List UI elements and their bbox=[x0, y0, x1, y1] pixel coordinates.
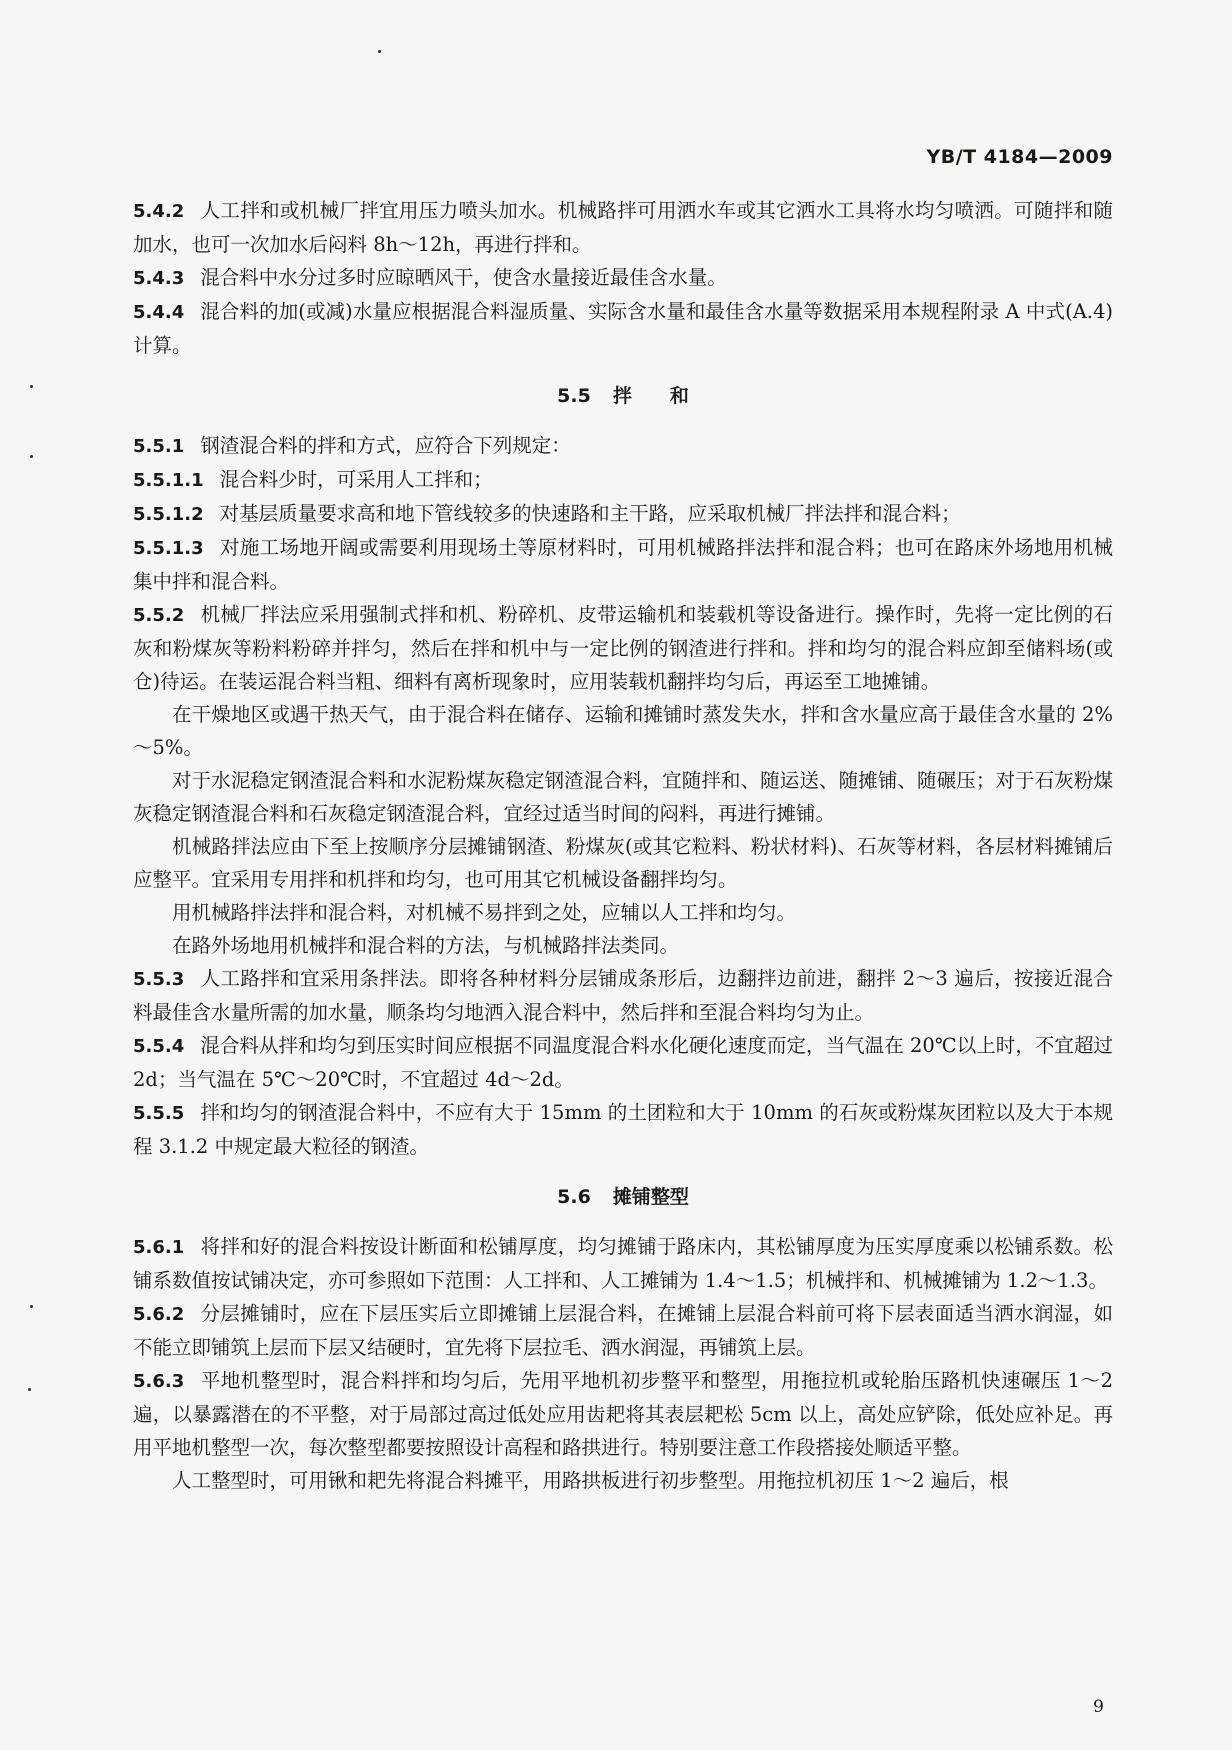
clause bbox=[133, 497, 1113, 531]
paragraph: 在路外场地用机械拌和混合料的方法，与机械路拌法类同。 bbox=[172, 934, 680, 957]
document-body bbox=[133, 194, 1113, 1497]
paragraph: 机械路拌法应由下至上按顺序分层摊铺钢渣、粉煤灰(或其它粒料、粉状材料)、石灰等材料，各层材料摊铺后应整平。宜采用专用拌和机拌和均匀，也可用其它机械设备翻拌均匀。 bbox=[133, 835, 1113, 891]
clause-number: 5.4.4 bbox=[133, 302, 185, 323]
clause-text: 分层摊铺时，应在下层压实后立即摊铺上层混合料，在摊铺上层混合料前可将下层表面适当洒水润湿，如不能立即铺筑上层而下层又结硬时，宜先将下层拉毛、洒水润湿，再铺筑上层。 bbox=[133, 1302, 1113, 1359]
paragraph: 人工整型时，可用锹和耙先将混合料摊平，用路拱板进行初步整型。用拖拉机初压 1～2 遍后，根 bbox=[172, 1469, 1009, 1492]
clause-text: 钢渣混合料的拌和方式，应符合下列规定： bbox=[200, 434, 571, 457]
clause bbox=[133, 1230, 1113, 1297]
clause-number: 5.5.5 bbox=[133, 1103, 185, 1124]
clause-number: 5.5.2 bbox=[133, 605, 185, 626]
clause bbox=[133, 531, 1113, 598]
clause-text: 混合料中水分过多时应晾晒风干，使含水量接近最佳含水量。 bbox=[200, 266, 727, 289]
clause-number: 5.4.2 bbox=[133, 201, 185, 222]
section-number: 5.5 bbox=[557, 385, 591, 407]
paragraph: 用机械路拌法拌和混合料，对机械不易拌到之处，应辅以人工拌和均匀。 bbox=[172, 901, 797, 924]
page-number: 9 bbox=[1093, 1697, 1104, 1717]
clause-text: 对施工场地开阔或需要利用现场土等原材料时，可用机械路拌法拌和混合料；也可在路床外场地用机械集中拌和混合料。 bbox=[133, 536, 1113, 593]
section-number: 5.6 bbox=[557, 1186, 591, 1208]
clause bbox=[133, 194, 1113, 261]
clause bbox=[133, 1029, 1113, 1096]
clause bbox=[133, 295, 1113, 362]
clause-number: 5.5.1.2 bbox=[133, 504, 204, 525]
clause bbox=[133, 429, 1113, 463]
clause bbox=[133, 463, 1113, 497]
clause-text: 人工路拌和宜采用条拌法。即将各种材料分层铺成条形后，边翻拌边前进，翻拌 2～3 遍后，按接近混合料最佳含水量所需的加水量，顺条均匀地洒入混合料中，然后拌和至混合料均匀为止。 bbox=[133, 967, 1113, 1024]
clause-number: 5.5.3 bbox=[133, 969, 185, 990]
clause-text: 对基层质量要求高和地下管线较多的快速路和主干路，应采取机械厂拌法拌和混合料； bbox=[219, 502, 961, 525]
clause-number: 5.6.2 bbox=[133, 1304, 185, 1325]
clause-text: 平地机整型时，混合料拌和均匀后，先用平地机初步整平和整型，用拖拉机或轮胎压路机快速碾压 1～2 遍，以暴露潜在的不平整，对于局部过高过低处应用齿耙将其表层耙松 5cm 以上，高处应铲除，低处应补足。再用平地机整型一次，每次整型都要按照设计高程和路拱进行。特别要注意工作段搭接处顺适平整。 bbox=[133, 1369, 1113, 1459]
clause-number: 5.5.1.1 bbox=[133, 470, 204, 491]
clause-number: 5.5.4 bbox=[133, 1036, 185, 1057]
paragraph: 对于水泥稳定钢渣混合料和水泥粉煤灰稳定钢渣混合料，宜随拌和、随运送、随摊铺、随碾压；对于石灰粉煤灰稳定钢渣混合料和石灰稳定钢渣混合料，宜经过适当时间的闷料，再进行摊铺。 bbox=[133, 769, 1113, 825]
clause bbox=[133, 962, 1113, 1029]
clause-number: 5.5.1 bbox=[133, 436, 185, 457]
clause bbox=[133, 1297, 1113, 1364]
scan-speck bbox=[378, 50, 381, 53]
clause-text: 机械厂拌法应采用强制式拌和机、粉碎机、皮带运输机和装载机等设备进行。操作时，先将一定比例的石灰和粉煤灰等粉料粉碎并拌匀，然后在拌和机中与一定比例的钢渣进行拌和。拌和均匀的混合料应卸至储料场(或仓)待运。在装运混合料当粗、细料有离析现象时，应用装载机翻拌均匀后，再运至工地摊铺。 bbox=[133, 603, 1113, 693]
section-heading bbox=[133, 380, 1113, 413]
clause-number: 5.6.1 bbox=[133, 1237, 185, 1258]
scan-speck bbox=[28, 1388, 31, 1391]
clause-text: 混合料的加(或减)水量应根据混合料湿质量、实际含水量和最佳含水量等数据采用本规程附录 A 中式(A.4)计算。 bbox=[133, 300, 1113, 357]
section-title: 拌 和 bbox=[612, 385, 689, 407]
clause-number: 5.4.3 bbox=[133, 268, 185, 289]
section-heading bbox=[133, 1181, 1113, 1214]
scan-speck bbox=[30, 385, 33, 388]
clause-number: 5.6.3 bbox=[133, 1371, 185, 1392]
clause bbox=[133, 261, 1113, 295]
clause-text: 混合料从拌和均匀到压实时间应根据不同温度混合料水化硬化速度而定，当气温在 20℃以上时，不宜超过 2d；当气温在 5℃～20℃时，不宜超过 4d～2d。 bbox=[133, 1034, 1113, 1091]
clause-number: 5.5.1.3 bbox=[133, 538, 204, 559]
clause-text: 人工拌和或机械厂拌宜用压力喷头加水。机械路拌可用洒水车或其它洒水工具将水均匀喷洒。可随拌和随加水，也可一次加水后闷料 8h～12h，再进行拌和。 bbox=[133, 199, 1113, 256]
clause-text: 将拌和好的混合料按设计断面和松铺厚度，均匀摊铺于路床内，其松铺厚度为压实厚度乘以松铺系数。松铺系数值按试铺决定，亦可参照如下范围：人工拌和、人工摊铺为 1.4～1.5；机械拌和、机械摊铺为 1.2～1.3。 bbox=[133, 1235, 1113, 1292]
clause bbox=[133, 598, 1113, 698]
clause bbox=[133, 1096, 1113, 1163]
section-title: 摊铺整型 bbox=[612, 1186, 689, 1208]
clause-text: 拌和均匀的钢渣混合料中，不应有大于 15mm 的土团粒和大于 10mm 的石灰或粉煤灰团粒以及大于本规程 3.1.2 中规定最大粒径的钢渣。 bbox=[133, 1101, 1113, 1158]
standard-number: YB/T 4184—2009 bbox=[926, 146, 1113, 168]
clause bbox=[133, 1364, 1113, 1464]
paragraph: 在干燥地区或遇干热天气，由于混合料在储存、运输和摊铺时蒸发失水，拌和含水量应高于最佳含水量的 2%～5%。 bbox=[133, 703, 1113, 759]
scan-speck bbox=[30, 455, 33, 458]
clause-text: 混合料少时，可采用人工拌和； bbox=[219, 468, 493, 491]
scan-speck bbox=[30, 1305, 33, 1308]
